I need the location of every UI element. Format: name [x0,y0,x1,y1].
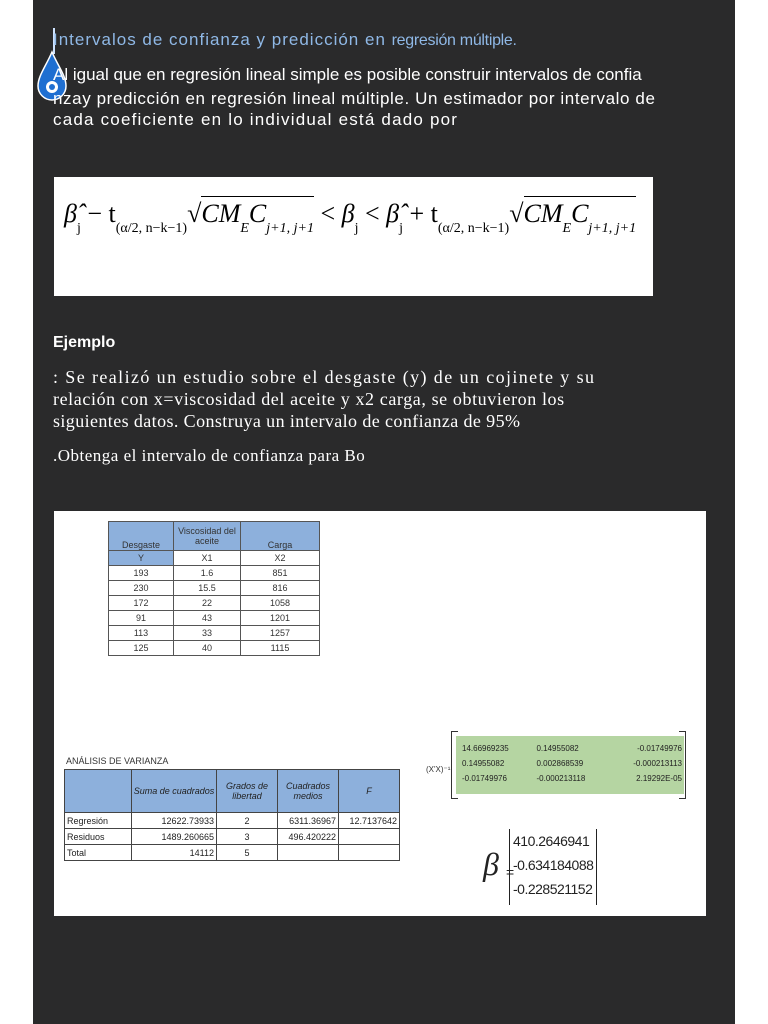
intro-line-2: nzay predicción en regresión lineal múltiple. Un estimador por intervalo de [53,89,656,108]
beta-0: 410.2646941 [513,833,590,849]
matrix-row: 14.66969235 0.14955082 -0.01749976 [462,744,682,753]
confidence-interval-formula [54,177,653,296]
beta-vector [509,829,597,905]
anova-table [64,769,400,861]
anova-title: ANÁLISIS DE VARIANZA [66,756,169,766]
document-page [33,0,735,1024]
anova-header-grados: Grados de libertad [217,770,278,813]
inverse-matrix-label: (X'X)⁻¹ [426,765,451,774]
table-row: 230 15.5 816 [109,581,320,596]
inverse-matrix [456,736,684,794]
intro-line-3: cada coeficiente en lo individual está dado por [53,110,459,129]
col-header-viscosidad: Viscosidad del aceite [174,522,241,551]
table-row: 172 22 1058 [109,596,320,611]
sub-header-x1: X1 [174,551,241,566]
table-row: 193 1.6 851 [109,566,320,581]
anova-header-cuadrados: Cuadrados medios [278,770,339,813]
sub-header-x2: X2 [241,551,320,566]
anova-header-f: F [339,770,400,813]
matrix-row: -0.01749976 -0.000213118 2.19292E-05 [462,774,682,783]
page-title: Intervalos de confianza y predicción en regresión múltiple. [53,30,517,49]
example-line-1: : Se realizó un estudio sobre el desgaste (y) de un cojinete y su [53,367,596,387]
sub-header-y: Y [109,551,174,566]
data-table [108,521,320,656]
table-row: 113 33 1257 [109,626,320,641]
beta-equals: = [506,864,515,880]
example-line-4: .Obtenga el intervalo de confianza para Bo [53,446,366,465]
formula-expression: $\betâ_j - t_{(\alpha/2, n-k-1)}√CM_EC_{j+1, j+1} < \beta_j$ < $\betâ_j + t_{(\alpha/2, n-k-1)}√CM_EC_{j+1, j+1}$ [64,199,636,237]
intro-line-1: Al igual que en regresión lineal simple es posible construir intervalos de confia [53,65,642,84]
matrix-row: 0.14955082 0.002868539 -0.000213113 [462,759,682,768]
data-figure [54,511,706,916]
col-header-carga: Carga [241,522,320,551]
table-row: 91 43 1201 [109,611,320,626]
beta-1: -0.634184088 [513,857,594,873]
matrix-bracket-right [679,731,686,799]
table-row: 125 40 1115 [109,641,320,656]
beta-symbol: β [483,846,499,882]
example-line-2: relación con x=viscosidad del aceite y x2 carga, se obtuvieron los [53,389,565,409]
example-line-3: siguientes datos. Construya un intervalo de confianza de 95% [53,411,521,431]
example-heading: Ejemplo [53,334,116,351]
beta-2: -0.228521152 [513,881,593,897]
table-row: Residuos 1489.260665 3 496.420222 [65,829,400,845]
table-row: Regresión 12622.73933 2 6311.36967 12.7137642 [65,813,400,829]
anova-header-suma: Suma de cuadrados [132,770,217,813]
col-header-desgaste: Desgaste [109,522,174,551]
table-row: Total 14112 5 [65,845,400,861]
